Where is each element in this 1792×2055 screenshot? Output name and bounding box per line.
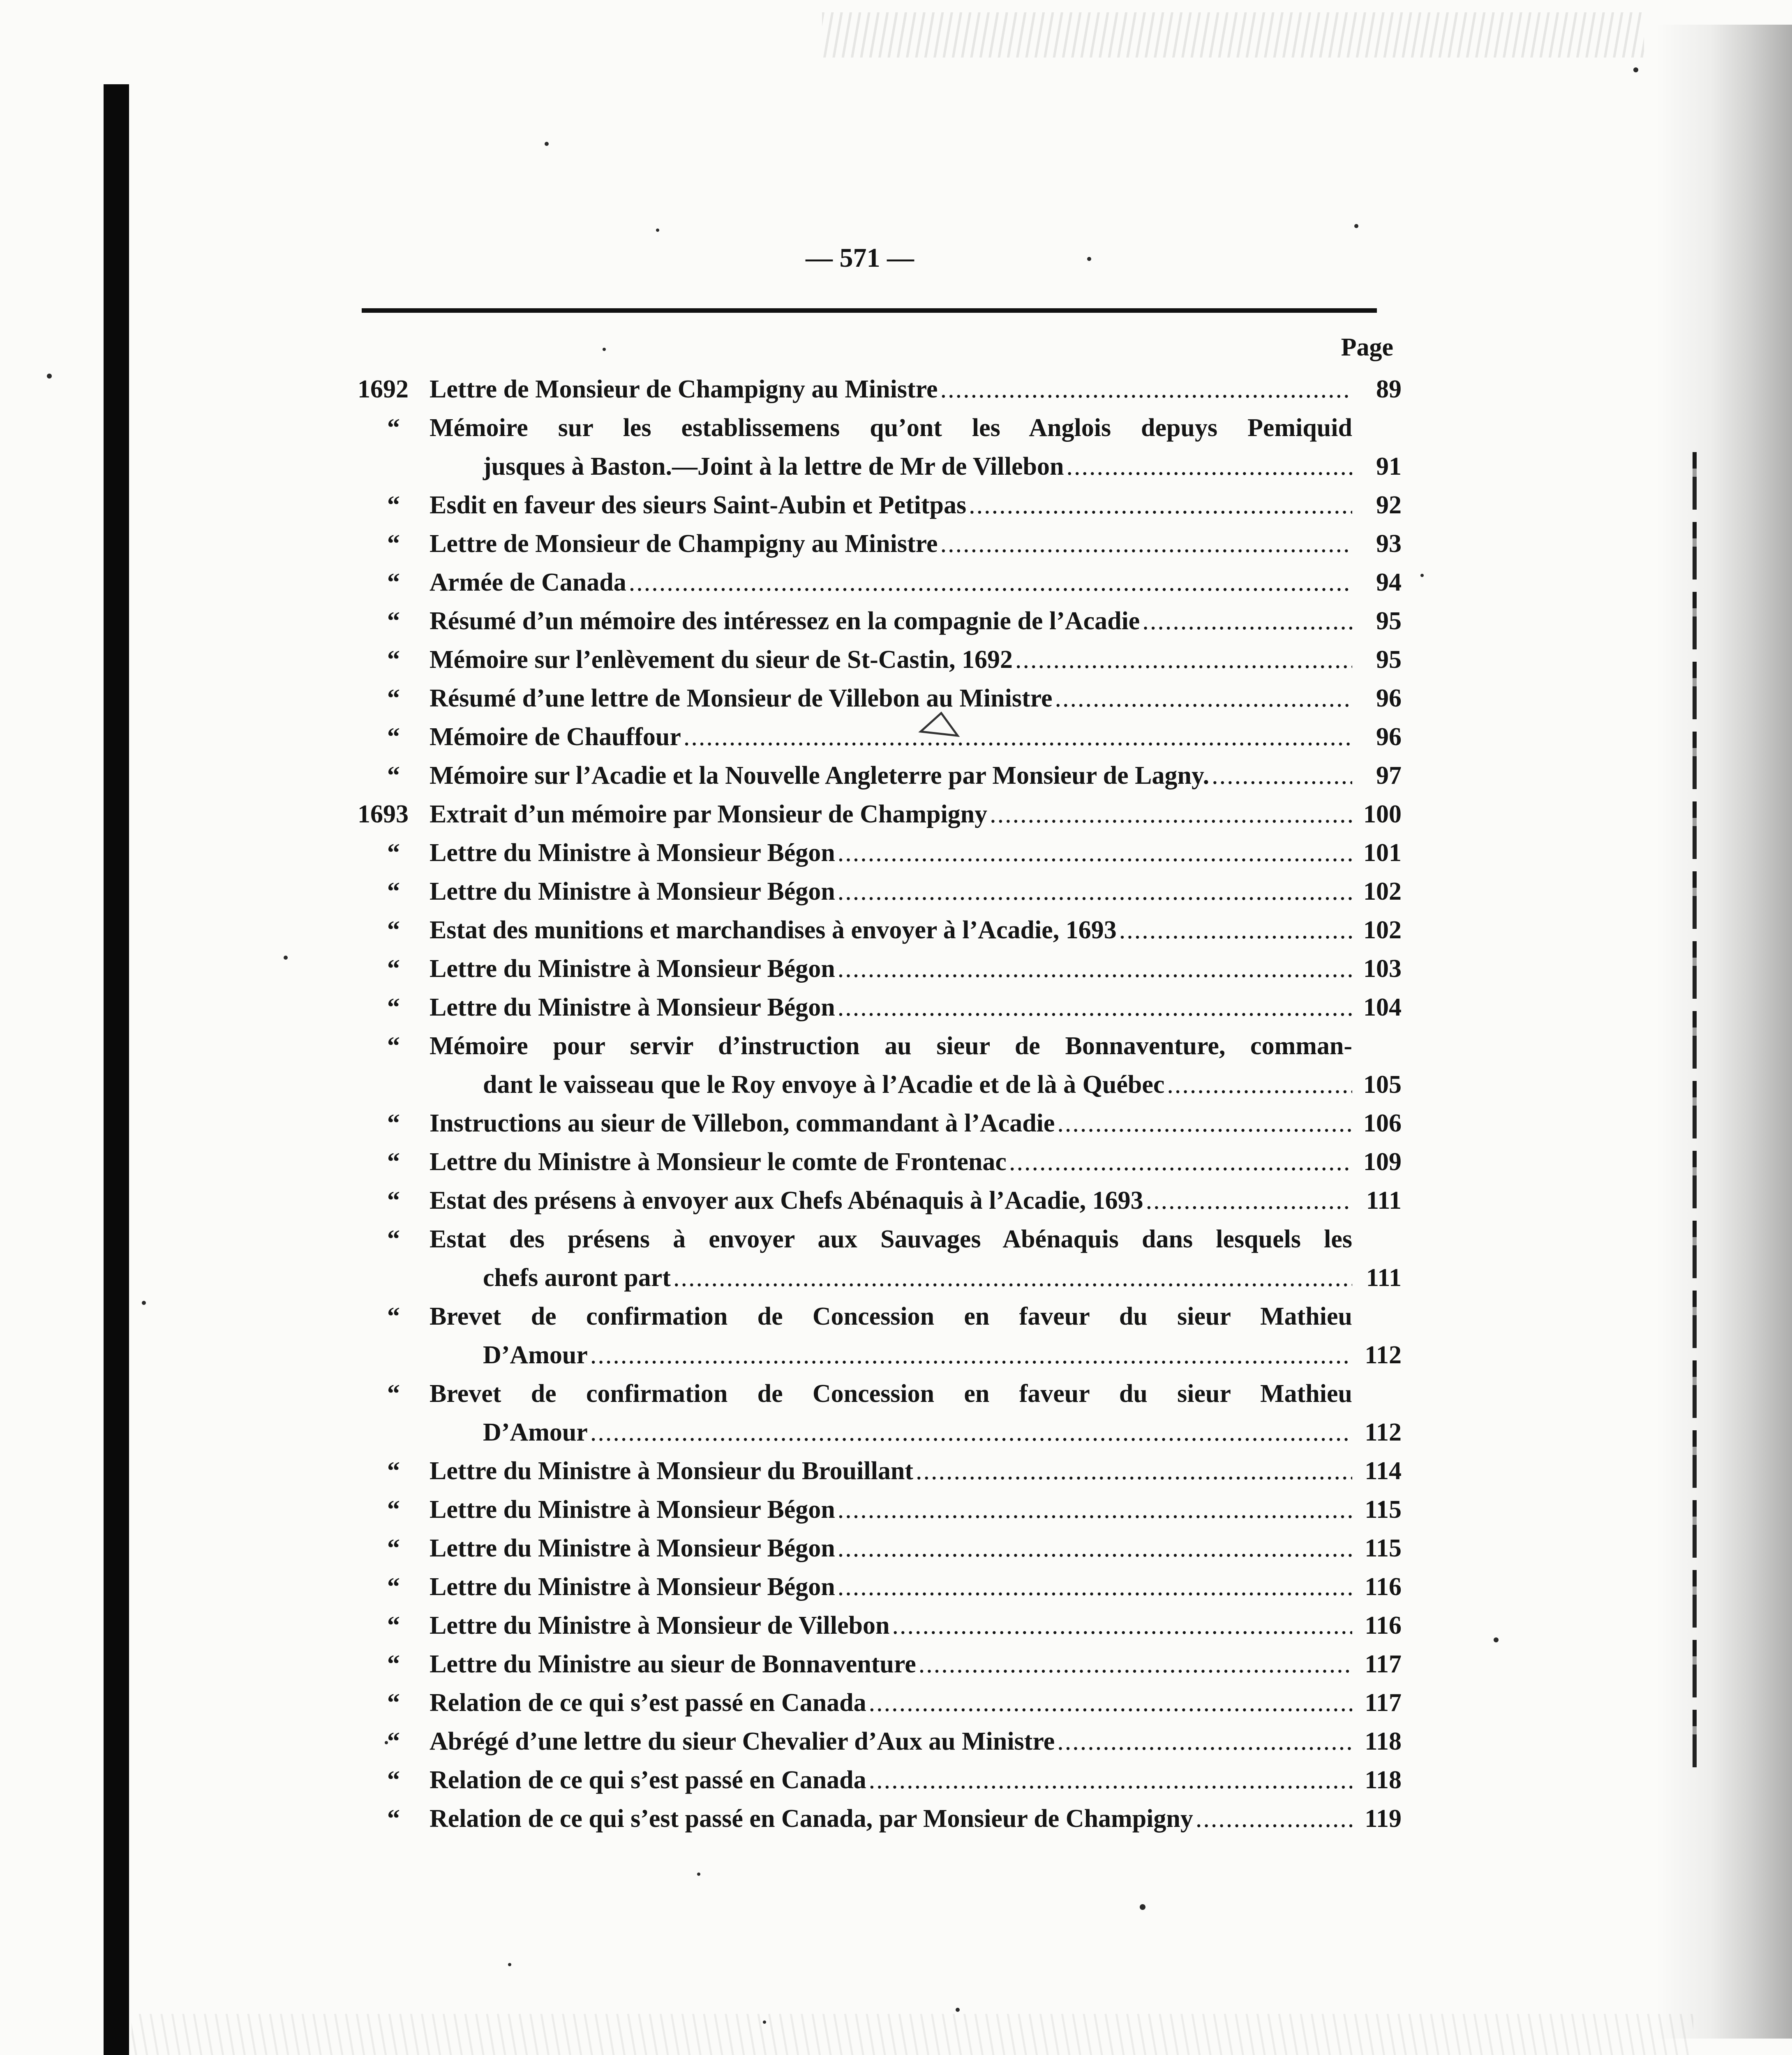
dot-leader xyxy=(838,949,1352,988)
dot-leader xyxy=(892,1606,1352,1645)
entry-title xyxy=(430,1606,1352,1645)
ditto-mark: “ xyxy=(387,1109,400,1137)
dot-leader xyxy=(838,834,1352,872)
ditto-mark: “ xyxy=(387,993,400,1021)
entry-page-number: 109 xyxy=(1363,1148,1402,1176)
toc-entry xyxy=(358,370,1402,409)
entry-title xyxy=(430,1374,1352,1452)
dot-leader xyxy=(838,872,1352,911)
entry-page-number: 100 xyxy=(1363,800,1402,828)
entry-title-line: Lettre du Ministre à Monsieur le comte de Frontenac xyxy=(430,1148,1007,1176)
entry-title-line: Relation de ce qui s’est passé en Canada xyxy=(430,1689,866,1717)
entry-title-line: Armée de Canada xyxy=(430,568,626,596)
entry-page-number: 111 xyxy=(1366,1187,1402,1215)
toc-entry xyxy=(358,1761,1402,1799)
dot-leader xyxy=(869,1683,1352,1722)
entry-title-line: Résumé d’une lettre de Monsieur de Villebon au Ministre xyxy=(430,684,1053,712)
toc-entry xyxy=(358,1490,1402,1529)
dot-leader xyxy=(869,1761,1352,1799)
entry-page-number: 116 xyxy=(1365,1573,1402,1601)
dot-leader xyxy=(969,486,1352,524)
entry-page-number: 117 xyxy=(1365,1650,1402,1678)
entry-title xyxy=(430,563,1352,602)
toc-entry xyxy=(358,834,1402,872)
dot-leader xyxy=(1057,1722,1352,1761)
header-rule xyxy=(362,308,1377,313)
dot-leader xyxy=(940,524,1352,563)
entry-title xyxy=(430,795,1352,834)
toc-entry xyxy=(358,988,1402,1027)
toc-entry xyxy=(358,911,1402,949)
entry-title xyxy=(430,1761,1352,1799)
entry-title-line: Lettre de Monsieur de Champigny au Ministre xyxy=(430,375,938,403)
toc-entry xyxy=(358,1181,1402,1220)
toc-entry xyxy=(358,872,1402,911)
dot-leader xyxy=(838,988,1352,1027)
entry-title-line: D’Amour xyxy=(483,1341,588,1369)
dot-leader xyxy=(1167,1071,1352,1099)
entry-title xyxy=(430,1490,1352,1529)
entry-page-number: 101 xyxy=(1363,839,1402,867)
ditto-mark: “ xyxy=(387,646,400,674)
ditto-mark: “ xyxy=(387,1612,400,1639)
dot-leader xyxy=(916,1452,1352,1490)
toc-entry xyxy=(358,563,1402,602)
entry-page-number: 96 xyxy=(1376,723,1402,751)
entry-title xyxy=(430,872,1352,911)
page-column-heading: Page xyxy=(1341,333,1393,361)
entry-page-number: 119 xyxy=(1365,1805,1402,1833)
ditto-mark: “ xyxy=(387,762,400,790)
ditto-mark: “ xyxy=(387,414,400,442)
dot-leader xyxy=(1119,911,1352,949)
dot-leader xyxy=(1009,1143,1352,1181)
entry-title-line: Lettre du Ministre au sieur de Bonnaventure xyxy=(430,1650,916,1678)
entry-title xyxy=(430,911,1352,949)
ditto-mark: “ xyxy=(387,1534,400,1562)
entry-title xyxy=(430,679,1352,718)
dot-leader xyxy=(838,1529,1352,1568)
toc-entry xyxy=(358,640,1402,679)
entry-title xyxy=(430,834,1352,872)
entry-title-line: Lettre de Monsieur de Champigny au Ministre xyxy=(430,530,938,558)
entry-title xyxy=(430,1568,1352,1606)
entry-title xyxy=(430,1452,1352,1490)
toc-entry xyxy=(358,756,1402,795)
toc-entry xyxy=(358,602,1402,640)
entry-title-line: Abrégé d’une lettre du sieur Chevalier d’Aux au Ministre xyxy=(430,1727,1055,1755)
entry-title xyxy=(430,718,1352,756)
entry-title-line: Lettre du Ministre à Monsieur Bégon xyxy=(430,839,835,867)
entry-title xyxy=(430,949,1352,988)
toc-entry xyxy=(358,1297,1402,1374)
entry-title-line: Relation de ce qui s’est passé en Canada, par Monsieur de Champigny xyxy=(430,1805,1193,1833)
entry-page-number: 95 xyxy=(1376,607,1402,635)
entry-page-number: 91 xyxy=(1376,453,1402,480)
entry-year: 1692 xyxy=(358,375,409,403)
entry-title xyxy=(430,602,1352,640)
entry-page-number: 89 xyxy=(1376,375,1402,403)
entry-title xyxy=(430,640,1352,679)
entry-page-number: 112 xyxy=(1365,1341,1402,1369)
entry-title-line: Estat des munitions et marchandises à envoyer à l’Acadie, 1693 xyxy=(430,916,1117,944)
entry-page-number: 105 xyxy=(1363,1071,1402,1099)
toc-entry xyxy=(358,1568,1402,1606)
ditto-mark: “ xyxy=(387,1302,400,1330)
dot-leader xyxy=(919,1645,1352,1683)
entry-page-number: 112 xyxy=(1365,1418,1402,1446)
dot-leader xyxy=(590,1418,1352,1446)
entry-title-line: Extrait d’un mémoire par Monsieur de Champigny xyxy=(430,800,988,828)
entry-title-line: Lettre du Ministre à Monsieur Bégon xyxy=(430,1496,835,1524)
entry-page-number: 111 xyxy=(1366,1264,1402,1292)
ditto-mark: “ xyxy=(387,1380,400,1408)
entry-title xyxy=(430,1104,1352,1143)
entry-title-line: Lettre du Ministre à Monsieur Bégon xyxy=(430,993,835,1021)
entry-page-number: 116 xyxy=(1365,1612,1402,1639)
ditto-mark: “ xyxy=(387,1032,400,1060)
entry-title xyxy=(430,370,1352,409)
entry-title xyxy=(430,1799,1352,1838)
entry-page-number: 118 xyxy=(1365,1727,1402,1755)
toc-entry xyxy=(358,795,1402,834)
dot-leader xyxy=(990,795,1352,834)
entry-title-line: Résumé d’un mémoire des intéressez en la compagnie de l’Acadie xyxy=(430,607,1140,635)
entry-year: 1693 xyxy=(358,800,409,828)
entry-page-number: 114 xyxy=(1365,1457,1402,1485)
dot-leader xyxy=(673,1264,1352,1292)
toc-entry xyxy=(358,486,1402,524)
ditto-mark: “ xyxy=(387,1650,400,1678)
entry-title xyxy=(430,1143,1352,1181)
dot-leader xyxy=(629,563,1352,602)
table-of-contents xyxy=(358,370,1402,1838)
toc-entry xyxy=(358,1606,1402,1645)
entry-title-line: Mémoire pour servir d’instruction au sieur de Bonnaventure, comman- xyxy=(430,1032,1352,1060)
ditto-mark: “ xyxy=(387,1187,400,1215)
ditto-mark: “ xyxy=(387,839,400,867)
entry-page-number: 102 xyxy=(1363,877,1402,905)
page-number: — 571 — xyxy=(806,243,914,273)
toc-entry xyxy=(358,1645,1402,1683)
toc-entry xyxy=(358,718,1402,756)
entry-title xyxy=(430,1181,1352,1220)
ditto-mark: “ xyxy=(387,1457,400,1485)
toc-entry xyxy=(358,1143,1402,1181)
dot-leader xyxy=(1212,756,1352,795)
toc-entry xyxy=(358,1374,1402,1452)
entry-title xyxy=(430,1220,1352,1297)
entry-title-line: dant le vaisseau que le Roy envoye à l’Acadie et de là à Québec xyxy=(483,1071,1165,1099)
entry-title-line: Mémoire de Chauffour xyxy=(430,723,681,751)
toc-entry xyxy=(358,1683,1402,1722)
dot-leader xyxy=(1066,453,1352,480)
ditto-mark: “ xyxy=(387,684,400,712)
entry-page-number: 95 xyxy=(1376,646,1402,674)
ditto-mark: “ xyxy=(387,530,400,558)
entry-title-line: Lettre du Ministre à Monsieur de Villebon xyxy=(430,1612,890,1639)
entry-title xyxy=(430,1297,1352,1374)
entry-page-number: 103 xyxy=(1363,955,1402,983)
ditto-mark: “ xyxy=(387,1727,400,1755)
toc-entry xyxy=(358,1027,1402,1104)
ditto-mark: “ xyxy=(387,1496,400,1524)
entry-title xyxy=(430,756,1352,795)
entry-title-line: chefs auront part xyxy=(483,1264,671,1292)
toc-entry xyxy=(358,1452,1402,1490)
entry-page-number: 115 xyxy=(1365,1534,1402,1562)
dot-leader xyxy=(590,1341,1352,1369)
entry-title xyxy=(430,1529,1352,1568)
entry-title-line: jusques à Baston.—Joint à la lettre de Mr de Villebon xyxy=(483,453,1064,480)
dot-leader xyxy=(838,1568,1352,1606)
dot-leader xyxy=(684,718,1352,756)
ditto-mark: “ xyxy=(387,1805,400,1833)
entry-page-number: 104 xyxy=(1363,993,1402,1021)
dot-leader xyxy=(1015,640,1352,679)
toc-entry xyxy=(358,409,1402,486)
entry-title-line: Mémoire sur l’enlèvement du sieur de St-Castin, 1692 xyxy=(430,646,1013,674)
toc-entry xyxy=(358,1799,1402,1838)
entry-title-line: Brevet de confirmation de Concession en faveur du sieur Mathieu xyxy=(430,1380,1352,1408)
entry-title-line: Mémoire sur l’Acadie et la Nouvelle Angleterre par Monsieur de Lagny. xyxy=(430,762,1210,790)
ditto-mark: “ xyxy=(387,568,400,596)
entry-title-line: Lettre du Ministre à Monsieur Bégon xyxy=(430,1534,835,1562)
entry-title-line: Lettre du Ministre à Monsieur Bégon xyxy=(430,877,835,905)
ditto-mark: “ xyxy=(387,1573,400,1601)
entry-page-number: 93 xyxy=(1376,530,1402,558)
entry-title xyxy=(430,1722,1352,1761)
ditto-mark: “ xyxy=(387,916,400,944)
ditto-mark: “ xyxy=(387,1225,400,1253)
entry-title xyxy=(430,1683,1352,1722)
toc-entry xyxy=(358,1529,1402,1568)
ditto-mark: “ xyxy=(387,955,400,983)
entry-page-number: 97 xyxy=(1376,762,1402,790)
dot-leader xyxy=(1196,1799,1352,1838)
entry-title-line: Instructions au sieur de Villebon, commandant à l’Acadie xyxy=(430,1109,1055,1137)
ditto-mark: “ xyxy=(387,723,400,751)
dot-leader xyxy=(1142,602,1352,640)
entry-title-line: Mémoire sur les establissemens qu’ont les Anglois depuys Pemiquid xyxy=(430,414,1352,442)
entry-page-number: 102 xyxy=(1363,916,1402,944)
entry-page-number: 92 xyxy=(1376,491,1402,519)
entry-title xyxy=(430,1645,1352,1683)
entry-title-line: Esdit en faveur des sieurs Saint-Aubin et Petitpas xyxy=(430,491,967,519)
entry-page-number: 94 xyxy=(1376,568,1402,596)
ditto-mark: “ xyxy=(387,1689,400,1717)
entry-title-line: Lettre du Ministre à Monsieur Bégon xyxy=(430,1573,835,1601)
entry-title xyxy=(430,486,1352,524)
ditto-mark: “ xyxy=(387,877,400,905)
entry-page-number: 115 xyxy=(1365,1496,1402,1524)
entry-title-line: Brevet de confirmation de Concession en faveur du sieur Mathieu xyxy=(430,1302,1352,1330)
entry-page-number: 117 xyxy=(1365,1689,1402,1717)
entry-title-line: D’Amour xyxy=(483,1418,588,1446)
toc-entry xyxy=(358,1104,1402,1143)
ditto-mark: “ xyxy=(387,607,400,635)
entry-title xyxy=(430,409,1352,486)
ditto-mark: “ xyxy=(387,1148,400,1176)
entry-title-line: Relation de ce qui s’est passé en Canada xyxy=(430,1766,866,1794)
entry-title xyxy=(430,988,1352,1027)
entry-title-line: Lettre du Ministre à Monsieur du Brouillant xyxy=(430,1457,913,1485)
dot-leader xyxy=(1146,1181,1352,1220)
toc-entry xyxy=(358,949,1402,988)
ditto-mark: “ xyxy=(387,1766,400,1794)
toc-entry xyxy=(358,524,1402,563)
entry-title-line: Estat des présens à envoyer aux Sauvages Abénaquis dans lesquels les xyxy=(430,1225,1352,1253)
entry-page-number: 96 xyxy=(1376,684,1402,712)
ditto-mark: “ xyxy=(387,491,400,519)
toc-entry xyxy=(358,1220,1402,1297)
entry-title-line: Estat des présens à envoyer aux Chefs Abénaquis à l’Acadie, 1693 xyxy=(430,1187,1143,1215)
entry-title xyxy=(430,524,1352,563)
dot-leader xyxy=(940,370,1352,409)
dot-leader xyxy=(838,1490,1352,1529)
entry-title-line: Lettre du Ministre à Monsieur Bégon xyxy=(430,955,835,983)
toc-entry xyxy=(358,1722,1402,1761)
toc-entry xyxy=(358,679,1402,718)
dot-leader xyxy=(1057,1104,1352,1143)
dot-leader xyxy=(1055,679,1352,718)
entry-page-number: 118 xyxy=(1365,1766,1402,1794)
entry-page-number: 106 xyxy=(1363,1109,1402,1137)
entry-title xyxy=(430,1027,1352,1104)
